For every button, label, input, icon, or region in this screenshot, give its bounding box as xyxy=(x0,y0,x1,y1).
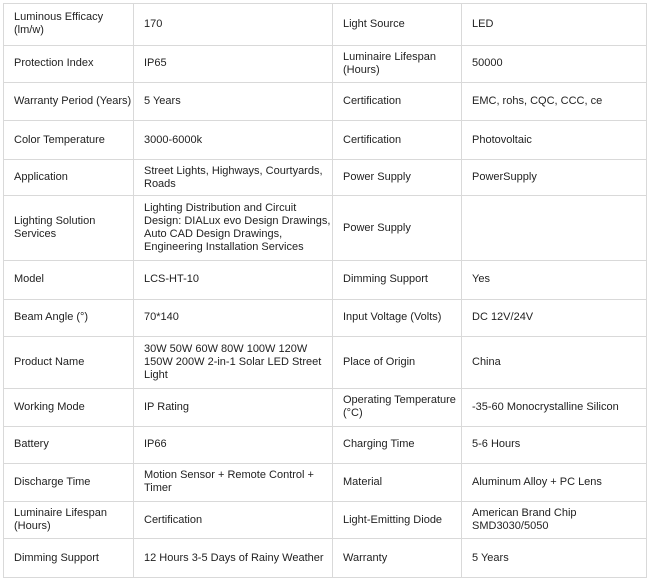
spec-value: 30W 50W 60W 80W 100W 120W 150W 200W 2-in-1 Solar LED Street Light xyxy=(134,337,333,389)
spec-value: Yes xyxy=(462,261,647,299)
spec-label: Input Voltage (Volts) xyxy=(333,299,462,336)
spec-label: Model xyxy=(4,261,134,299)
spec-value: American Brand Chip SMD3030/5050 xyxy=(462,502,647,539)
table-row xyxy=(4,4,647,46)
table-row xyxy=(4,299,647,336)
spec-label: Certification xyxy=(333,82,462,120)
spec-value: 5-6 Hours xyxy=(462,427,647,463)
table-row xyxy=(4,45,647,82)
spec-value: Street Lights, Highways, Courtyards, Roads xyxy=(134,159,333,195)
table-row xyxy=(4,427,647,463)
spec-value: 50000 xyxy=(462,45,647,82)
spec-label: Power Supply xyxy=(333,159,462,195)
table-row xyxy=(4,82,647,120)
table-row xyxy=(4,121,647,159)
spec-label: Luminaire Lifespan (Hours) xyxy=(333,45,462,82)
spec-label: Color Temperature xyxy=(4,121,134,159)
spec-value: IP66 xyxy=(134,427,333,463)
spec-value: 12 Hours 3-5 Days of Rainy Weather xyxy=(134,539,333,578)
spec-label: Warranty xyxy=(333,539,462,578)
spec-value: LCS-HT-10 xyxy=(134,261,333,299)
table-row xyxy=(4,463,647,501)
spec-label: Operating Temperature (°C) xyxy=(333,388,462,426)
spec-value: Aluminum Alloy + PC Lens xyxy=(462,463,647,501)
spec-label: Working Mode xyxy=(4,388,134,426)
spec-value: 5 Years xyxy=(462,539,647,578)
spec-label: Application xyxy=(4,159,134,195)
spec-value: China xyxy=(462,337,647,389)
spec-label: Battery xyxy=(4,427,134,463)
spec-value xyxy=(462,196,647,261)
spec-label: Light Source xyxy=(333,4,462,46)
spec-label: Material xyxy=(333,463,462,501)
spec-value: DC 12V/24V xyxy=(462,299,647,336)
spec-label: Charging Time xyxy=(333,427,462,463)
spec-label: Luminous Efficacy (lm/w) xyxy=(4,4,134,46)
spec-label: Dimming Support xyxy=(4,539,134,578)
spec-label: Certification xyxy=(333,121,462,159)
spec-value: 170 xyxy=(134,4,333,46)
spec-value: Motion Sensor + Remote Control + Timer xyxy=(134,463,333,501)
spec-value: Certification xyxy=(134,502,333,539)
spec-label: Dimming Support xyxy=(333,261,462,299)
spec-value: Photovoltaic xyxy=(462,121,647,159)
spec-label: Discharge Time xyxy=(4,463,134,501)
spec-value: IP65 xyxy=(134,45,333,82)
spec-label: Beam Angle (°) xyxy=(4,299,134,336)
spec-value: IP Rating xyxy=(134,388,333,426)
specifications-table-body xyxy=(4,4,647,578)
table-row xyxy=(4,261,647,299)
spec-value: 70*140 xyxy=(134,299,333,336)
spec-value: -35-60 Monocrystalline Silicon xyxy=(462,388,647,426)
table-row xyxy=(4,539,647,578)
table-row xyxy=(4,502,647,539)
specifications-table xyxy=(3,3,647,578)
table-row xyxy=(4,388,647,426)
spec-value: EMC, rohs, CQC, CCC, ce xyxy=(462,82,647,120)
spec-value: LED xyxy=(462,4,647,46)
spec-value: Lighting Distribution and Circuit Design: DIALux evo Design Drawings, Auto CAD Design Drawings, Engineering Installation Services xyxy=(134,196,333,261)
table-row xyxy=(4,196,647,261)
spec-value: 5 Years xyxy=(134,82,333,120)
spec-label: Lighting Solution Services xyxy=(4,196,134,261)
table-row xyxy=(4,337,647,389)
spec-label: Protection Index xyxy=(4,45,134,82)
spec-label: Warranty Period (Years) xyxy=(4,82,134,120)
spec-label: Power Supply xyxy=(333,196,462,261)
spec-value: 3000-6000k xyxy=(134,121,333,159)
spec-label: Place of Origin xyxy=(333,337,462,389)
spec-label: Light-Emitting Diode xyxy=(333,502,462,539)
spec-label: Luminaire Lifespan (Hours) xyxy=(4,502,134,539)
table-row xyxy=(4,159,647,195)
spec-value: PowerSupply xyxy=(462,159,647,195)
spec-label: Product Name xyxy=(4,337,134,389)
